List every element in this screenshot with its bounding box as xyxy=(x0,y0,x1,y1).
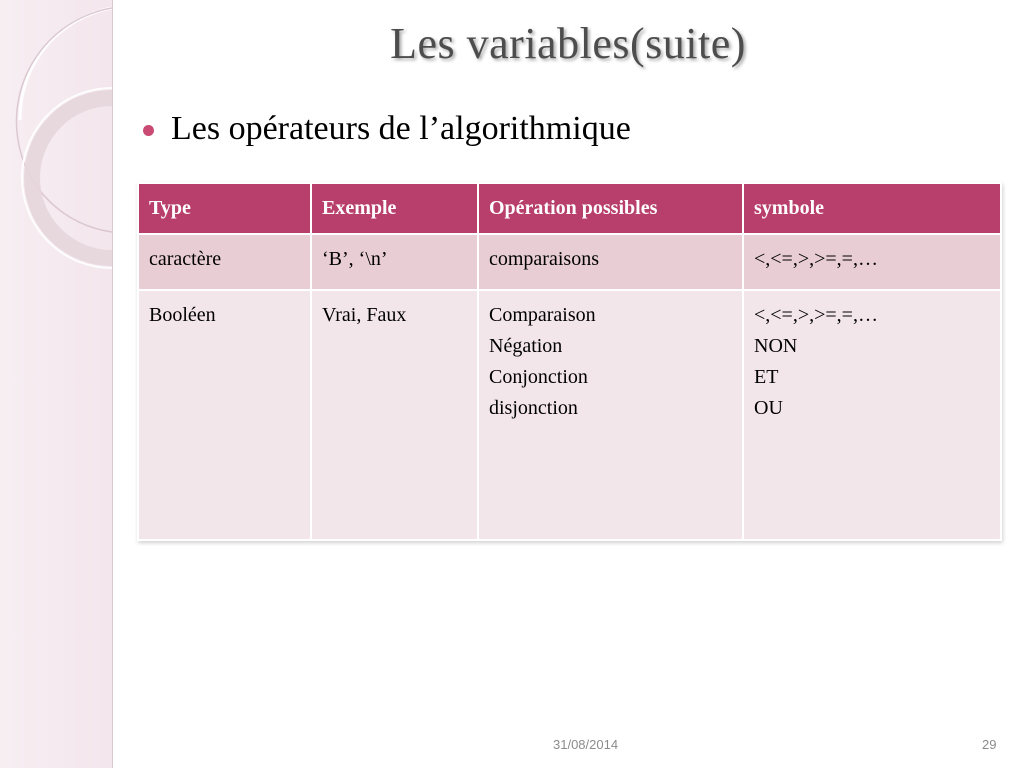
header-symbole: symbole xyxy=(743,183,1001,234)
cell-type: caractère xyxy=(138,234,311,290)
operation-line: Comparaison xyxy=(489,304,596,326)
header-type: Type xyxy=(138,183,311,234)
operators-table xyxy=(137,182,1002,541)
symbol-line: NON xyxy=(754,335,798,357)
operation-line: comparaisons xyxy=(489,248,599,270)
decorative-side-panel xyxy=(0,0,113,768)
decorative-circles xyxy=(0,0,112,768)
operation-line: Conjonction xyxy=(489,366,588,388)
page-number: 29 xyxy=(982,737,997,752)
cell-type: Booléen xyxy=(138,290,311,540)
footer-date: 31/08/2014 xyxy=(553,737,619,752)
cell-operations xyxy=(478,234,743,290)
operation-line: disjonction xyxy=(489,397,578,419)
symbol-line: ET xyxy=(754,366,779,388)
bullet-item xyxy=(143,110,631,148)
header-exemple: Exemple xyxy=(311,183,478,234)
bullet-dot-icon xyxy=(143,125,154,136)
table-row xyxy=(138,234,1001,290)
cell-operations xyxy=(478,290,743,540)
bullet-text: Les opérateurs de l’algorithmique xyxy=(171,110,631,147)
symbol-line: <,<=,>,>=,=,… xyxy=(754,248,878,270)
cell-symboles xyxy=(743,290,1001,540)
slide-title: Les variables(suite) xyxy=(390,19,746,68)
table-row xyxy=(138,290,1001,540)
cell-symboles xyxy=(743,234,1001,290)
table-header-row xyxy=(138,183,1001,234)
cell-exemple: Vrai, Faux xyxy=(311,290,478,540)
symbol-line: <,<=,>,>=,=,… xyxy=(754,304,878,326)
symbol-line: OU xyxy=(754,397,783,419)
header-operations: Opération possibles xyxy=(478,183,743,234)
operation-line: Négation xyxy=(489,335,563,357)
cell-exemple: ‘B’, ‘\n’ xyxy=(311,234,478,290)
